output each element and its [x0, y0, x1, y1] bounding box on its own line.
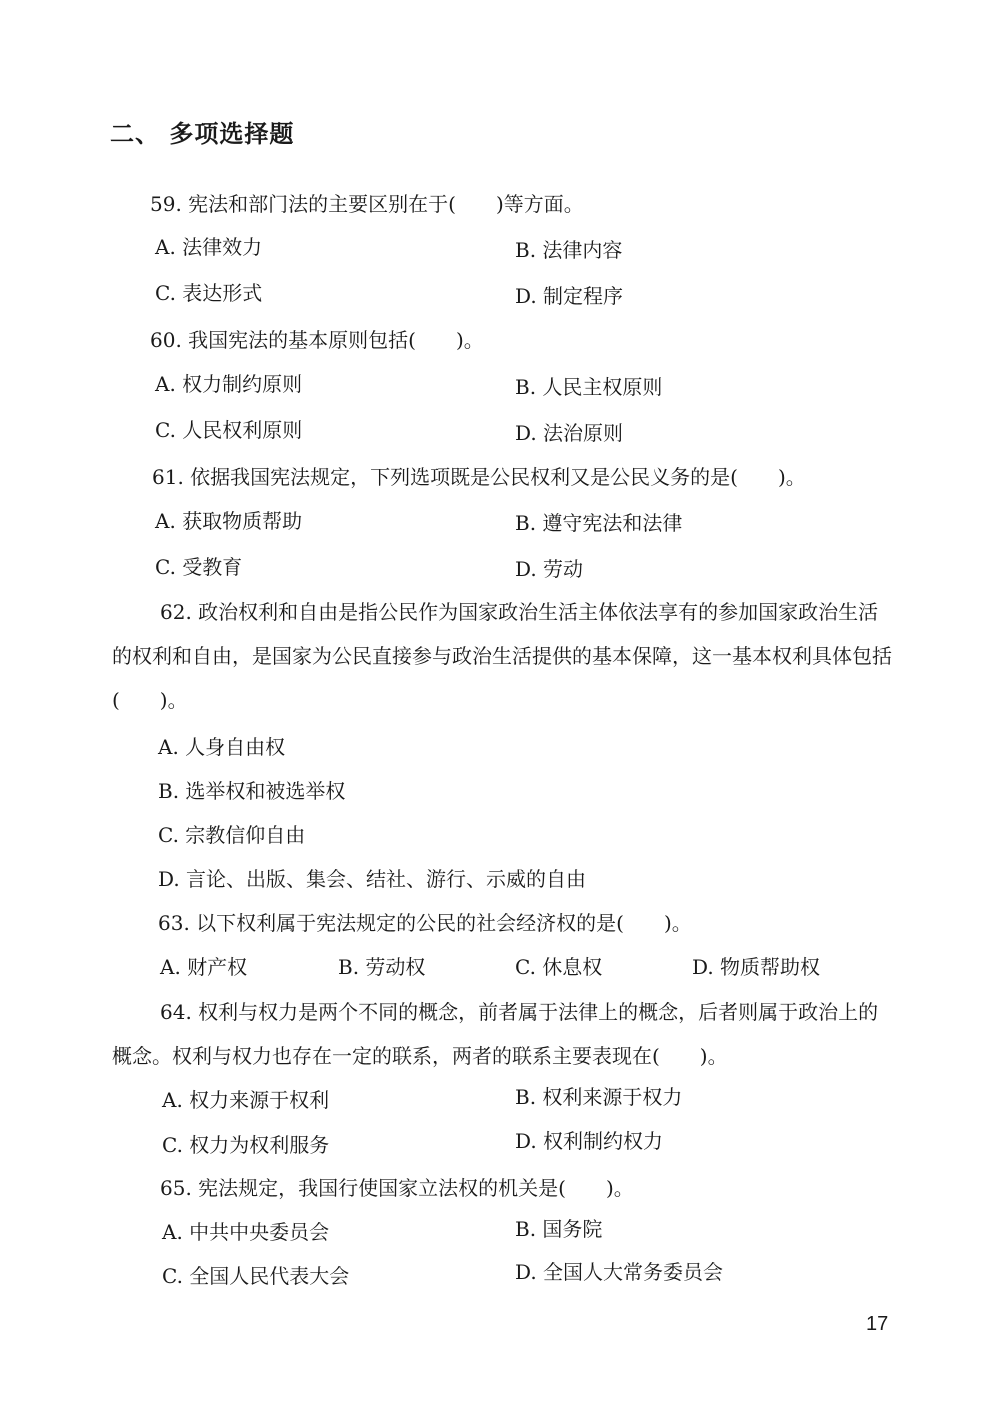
option-c: C. 表达形式: [155, 281, 263, 305]
option-d: D. 劳动: [515, 557, 584, 581]
section-title: 二、 多项选择题: [110, 120, 295, 148]
option-a: A. 中共中央委员会: [162, 1220, 330, 1244]
option-c: C. 全国人民代表大会: [162, 1264, 350, 1288]
question-stem: 64. 权利与权力是两个不同的概念，前者属于法律上的概念，后者则属于政治上的概念。权利与权力也存在一定的联系，两者的联系主要表现在( )。: [112, 1000, 879, 1068]
option-b: B. 人民主权原则: [515, 375, 663, 399]
option-c: C. 人民权利原则: [155, 418, 303, 442]
option-b: B. 权利来源于权力: [515, 1085, 683, 1109]
question-stem: 63. 以下权利属于宪法规定的公民的社会经济权的是( )。: [158, 911, 692, 935]
option-a: A. 法律效力: [155, 235, 263, 259]
question-stem: 59. 宪法和部门法的主要区别在于( )等方面。: [150, 192, 584, 216]
option-c: C. 休息权: [515, 955, 603, 979]
option-d: D. 言论、出版、集会、结社、游行、示威的自由: [158, 867, 587, 891]
option-c: C. 权力为权利服务: [162, 1133, 330, 1157]
question-stem: 65. 宪法规定，我国行使国家立法权的机关是( )。: [160, 1176, 634, 1200]
option-a: A. 人身自由权: [158, 735, 286, 759]
option-a: A. 财产权: [160, 955, 248, 979]
option-d: D. 法治原则: [515, 421, 624, 445]
option-b: B. 国务院: [515, 1217, 603, 1241]
page-number: 17: [866, 1313, 889, 1335]
question-stem: 60. 我国宪法的基本原则包括( )。: [150, 328, 484, 352]
option-c: C. 宗教信仰自由: [158, 823, 306, 847]
option-d: D. 制定程序: [515, 284, 624, 308]
option-a: A. 获取物质帮助: [155, 509, 303, 533]
option-b: B. 遵守宪法和法律: [515, 511, 683, 535]
option-c: C. 受教育: [155, 555, 243, 579]
option-a: A. 权力来源于权利: [162, 1088, 330, 1112]
option-b: B. 法律内容: [515, 238, 623, 262]
option-d: D. 全国人大常务委员会: [515, 1260, 724, 1284]
option-b: B. 选举权和被选举权: [158, 779, 346, 803]
option-d: D. 物质帮助权: [692, 955, 821, 979]
option-b: B. 劳动权: [338, 955, 426, 979]
option-d: D. 权利制约权力: [515, 1129, 664, 1153]
question-stem: 62. 政治权利和自由是指公民作为国家政治生活主体依法享有的参加国家政治生活的权利和自由，是国家为公民直接参与政治生活提供的基本保障，这一基本权利具体包括( )。: [112, 600, 892, 712]
question-stem: 61. 依据我国宪法规定，下列选项既是公民权利又是公民义务的是( )。: [152, 465, 806, 489]
option-a: A. 权力制约原则: [155, 372, 303, 396]
